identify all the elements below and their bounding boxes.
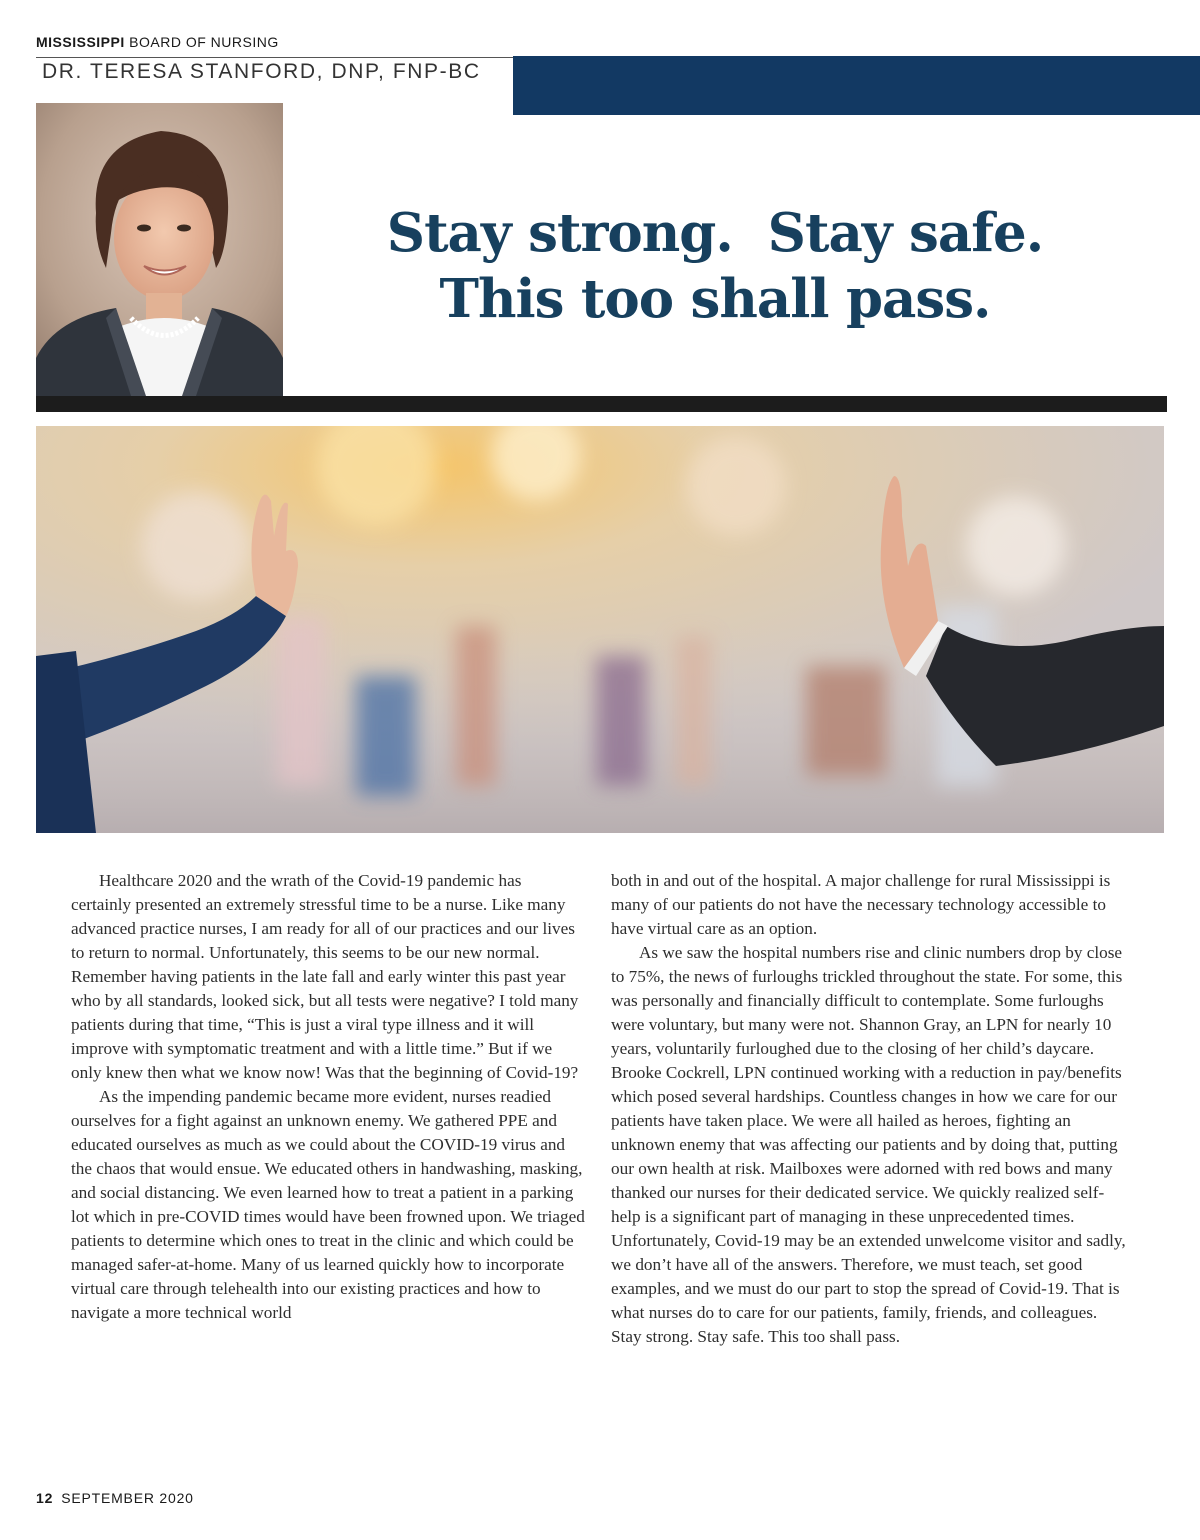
- article-column-left: [71, 869, 585, 1325]
- paragraph: As the impending pandemic became more evident, nurses readied ourselves for a fight against an unknown enemy. We gathered PPE and educated ourselves as much as we could about the COVID-19 virus and the chaos that would ensue. We educated others in handwashing, masking, and social distancing. We even learned how to treat a patient in a parking lot which in pre-COVID times would have been frowned upon. We triaged patients to determine which ones to treat in the clinic and which could be managed safer-at-home. Many of us learned quickly how to incorporate virtual care through telehealth into our existing practices and how to navigate a more technical world: [71, 1087, 585, 1322]
- author-byline: DR. TERESA STANFORD, DNP, FNP-BC: [42, 60, 481, 83]
- publication-name-bold: MISSISSIPPI: [36, 34, 125, 50]
- headline-line-2: This too shall pass.: [439, 268, 991, 330]
- page-number: 12: [36, 1490, 54, 1506]
- paragraph: Healthcare 2020 and the wrath of the Covid-19 pandemic has certainly presented an extremely stressful time to be a nurse. Like many advanced practice nurses, I am ready for all of our practices and our lives to return to normal. Unfortunately, this seems to be our new normal. Remember having patients in the late fall and early winter this past year who by all standards, looked sick, but all tests were negative? I told many patients during that time, “This is just a viral type illness and it will improve with symptomatic treatment and with a little time.” But if we only knew then what we know now! Was that the beginning of Covid-19?: [71, 871, 579, 1082]
- article-column-right: [611, 869, 1131, 1349]
- hero-photo-social-distancing-wave: [36, 426, 1164, 833]
- header-color-band: [513, 56, 1200, 115]
- author-portrait-photo: [36, 103, 283, 396]
- publication-name: [36, 34, 279, 50]
- publication-name-rest: BOARD OF NURSING: [124, 34, 279, 50]
- section-divider-bar: [36, 396, 1167, 412]
- paragraph: both in and out of the hospital. A major challenge for rural Mississippi is many of our patients do not have the necessary technology accessible to have virtual care as an option.: [611, 871, 1111, 938]
- paragraph: As we saw the hospital numbers rise and clinic numbers drop by close to 75%, the news of furloughs trickled throughout the state. For some, this was personally and financially difficult to contemplate. Some furloughs were voluntary, but many were not. Shannon Gray, an LPN for nearly 10 years, voluntarily furloughed due to the closing of her child’s daycare. Brooke Cockrell, LPN continued working with a reduction in pay/benefits which posed several hardships. Countless changes in how we care for our patients have taken place. We were all hailed as heroes, fighting an unknown enemy that was affecting our patients and by doing that, putting our own health at risk. Mailboxes were adorned with red bows and many thanked our nurses for their dedicated service. We quickly realized self-help is a significant part of managing in these unprecedented times. Unfortunately, Covid-19 may be an extended unwelcome visitor and sadly, we don’t have all of the answers. Therefore, we must teach, set good examples, and we must do our part to stop the spread of Covid-19. That is what nurses do to care for our patients, family, friends, and colleagues. Stay strong. Stay safe. This too shall pass.: [611, 943, 1126, 1346]
- masthead-divider: [36, 57, 513, 58]
- page-footer: [36, 1490, 194, 1506]
- headline-line-1: Stay strong. Stay safe.: [386, 202, 1044, 264]
- issue-date: SEPTEMBER 2020: [61, 1490, 194, 1506]
- article-headline: [380, 200, 1050, 332]
